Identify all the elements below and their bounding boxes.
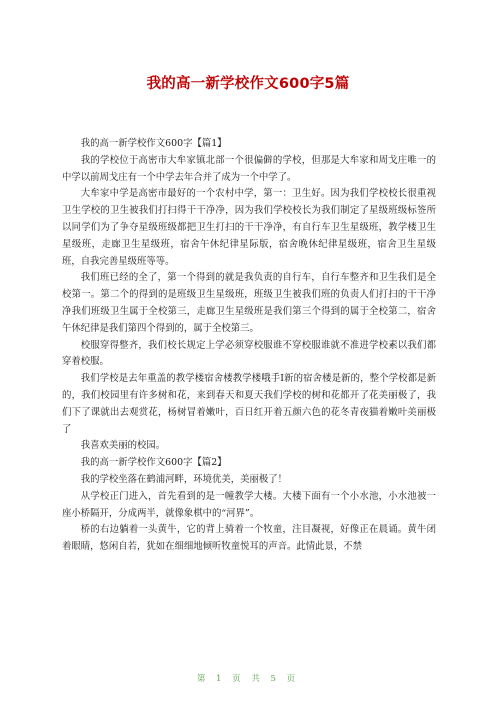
paragraph: 校服穿得整齐，我们校长规定上学必须穿校服谁不穿校服谁就不准进学校素以我们都穿着校服。	[62, 339, 436, 368]
section-heading-1: 我的高一新学校作文600字【篇1】	[80, 138, 227, 149]
paragraph: 大牟家中学是高密市最好的一个农村中学，第一：卫生好。因为我们学校校长很重视卫生学校的卫生被我们打扫得干干净净，因为我们学校校长为我们制定了星级班级标签所以同学们为了争夺星级班级都把卫生打扫的干干净净，有自行车卫生星级班，教学楼卫生星级班，走廊卫生星级班，宿舍午休纪律星际版，宿舍晚休纪律星级班，宿舍卫生星级班，自我完善星级班等等。	[62, 188, 436, 267]
paragraph: 我们学校是去年重盖的教学楼宿舍楼教学楼哦手I新的宿舍楼是新的，整个学校都是新的，我们校园里有许多树和花，来到春天和夏天我们学校的树和花都开了花美丽极了，我们下了课就出去观赏花，杨树冒着嫩叶，百日红开着五颜六色的花冬青夜猫着嫩叶美丽极了	[62, 373, 436, 435]
section-heading-2: 我的高一新学校作文600字【篇2】	[80, 457, 227, 469]
paragraph: 我喜欢美丽的校园。	[80, 440, 166, 452]
page-footer: 第 1 页 共 5 页	[196, 674, 300, 684]
paragraph: 从学校正门进入，首先看到的是一幢教学大楼。大楼下面有一个小水池，小水池被一座小桥隔开，分成两半，就像象棋中的“河界”。	[62, 490, 436, 519]
paragraph: 桥的右边躺着一头黄牛，它的背上骑着一个牧童，注目凝视，好像正在晨诵。黄牛闭着眼睛，悠闲自若，犹如在细细地倾听牧童悦耳的声音。此情此景，不禁	[62, 524, 436, 553]
document-title: 我的高一新学校作文600字5篇	[146, 76, 350, 92]
paragraph: 我的学校坐落在鹤浦河畔，环境优美，美丽极了！	[80, 473, 288, 485]
paragraph: 我们班已经的全了，第一个得到的就是我负责的自行车，自行车整齐和卫生我们是全校第一。第二个的得到的是班级卫生星级班，班级卫生被我们班的负责人们打扫的干干净净我们班级卫生属于全校第三，走廊卫生星级班是我们第三个得到的属于全校第二，宿舍午休纪律是我们第四个得到的，属于全校第三。	[62, 272, 436, 334]
document-body	[62, 136, 436, 556]
paragraph: 我的学校位于高密市大牟家镇北部一个很偏僻的学校，但那是大牟家和周戈庄唯一的中学以前周戈庄有一个中学去年合并了成为一个中学了。	[62, 154, 436, 183]
